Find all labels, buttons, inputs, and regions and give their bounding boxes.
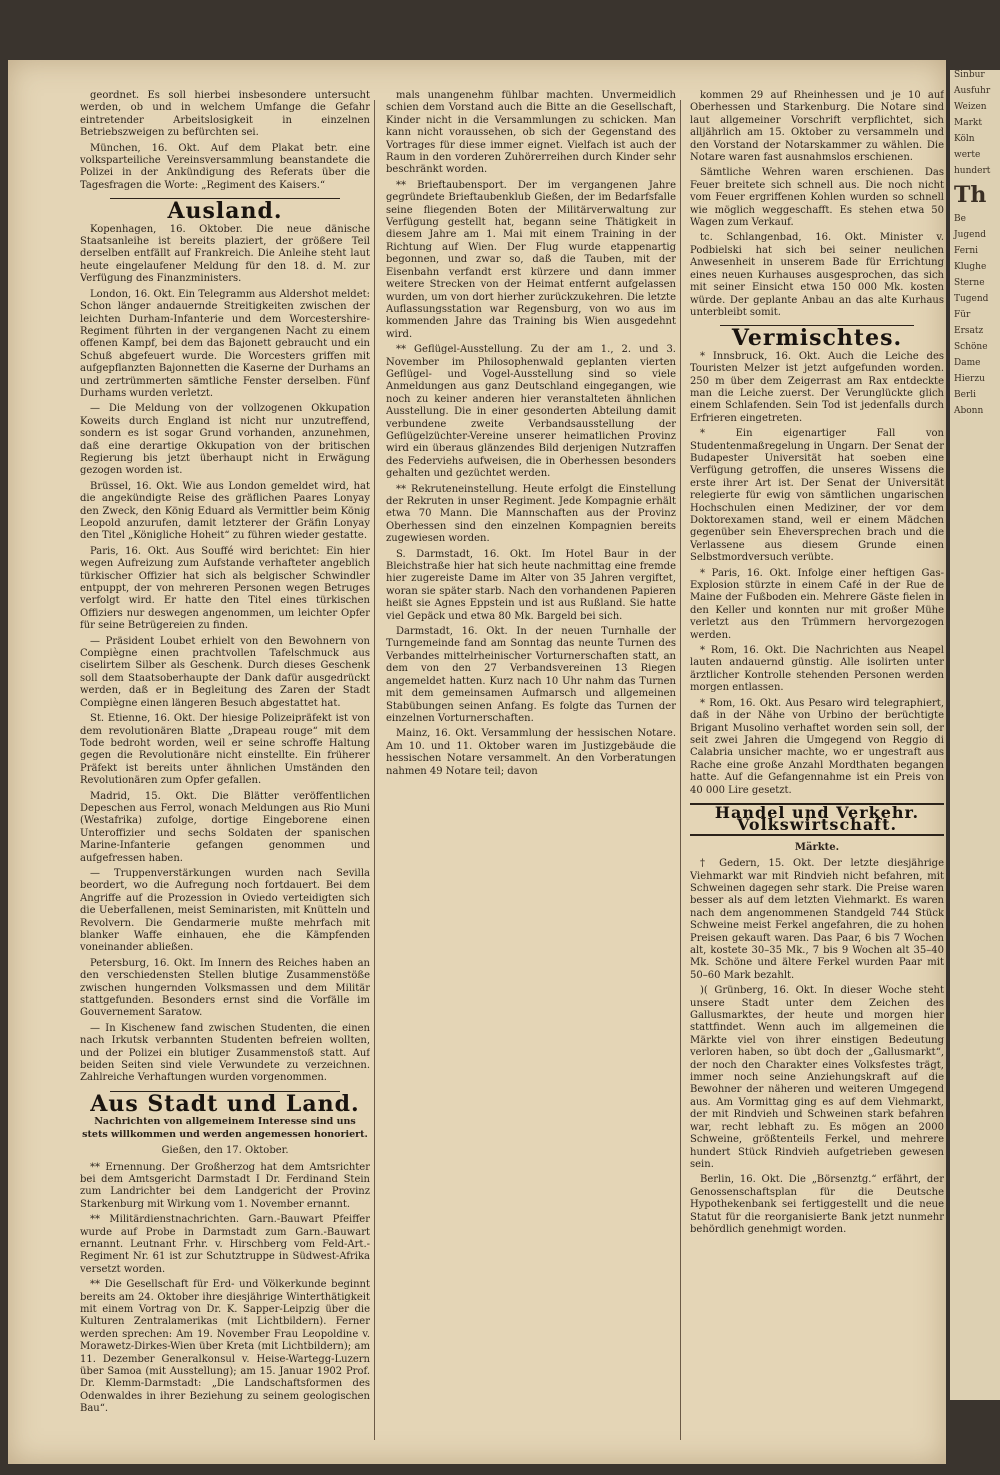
- subheading-maerkte: Märkte.: [794, 841, 840, 853]
- edge-line: Ausfuhr: [954, 86, 991, 96]
- article-mainz: Mainz, 16. Okt. Versammlung der hessischen Notare. Am 10. und 11. Oktober waren im Justizgebäude die hessischen Notare versammelt. An den Vorberatungen nahmen 49 Notare teil; davon: [386, 728, 676, 777]
- edge-line: Markt: [954, 118, 982, 128]
- article-ernennung: ** Ernennung. Der Großherzog hat dem Amtsrichter bei dem Amtsgericht Darmstadt I Dr. Ferdinand Stein zum Landrichter bei dem Landgericht der Provinz Starkenburg mit Wirkung vom 1. November ernannt.: [80, 1161, 370, 1210]
- article-sevilla: — Truppenverstärkungen wurden nach Sevilla beordert, wo die Aufregung noch fortdauert. Bei dem Angriffe auf die Prozession in Oviedo verteidigten sich die Ueberfallenen, meist Seminaristen, mit Knütteln und Revolvern. Die Gendarmerie mußte mehrfach mit blanker Waffe einhauen, ehe die Kämpfenden voneinander abließen.: [80, 867, 370, 954]
- column-2: [386, 90, 676, 1450]
- article-gruenberg: )( Grünberg, 16. Okt. In dieser Woche steht unsere Stadt unter dem Zeichen des Gallusmarktes, der heute und morgen hier stattfindet. Wenn auch im allgemeinen die Märkte viel von ihrer einstigen Bedeutung verloren haben, so übt doch der „Gallusmarkt“, der noch den Charakter eines Volksfestes trägt, immer noch seine Anziehungskraft auf die Bewohner der näheren und weiteren Umgegend aus. Am Vormittag ging es auf dem Viehmarkt, der mit Rindvieh und Schweinen stark befahren war, recht lebhaft zu. Es mögen an 2000 Schweine, größtenteils Ferkel, und mehrere hundert Stück Rindvieh aufgetrieben gewesen sein.: [690, 985, 944, 1170]
- editorial-note: Nachrichten von allgemeinem Interesse sind uns stets willkommen und werden angemessen honoriert.: [82, 1116, 368, 1140]
- article-feuer: Sämtliche Wehren waren erschienen. Das Feuer breitete sich schnell aus. Die noch nicht vom Feuer ergriffenen Kohlen wurden so schnell wie möglich weggeschafft. Es stehen etwa 50 Wagen zum Verkauf.: [690, 167, 944, 229]
- edge-line: Ferni: [954, 246, 979, 256]
- article-paris: Paris, 16. Okt. Aus Souffé wird berichtet: Ein hier wegen Aufreizung zum Aufstande verhafteter angeblich türkischer Offizier hat sich als belgischer Schwindler entpuppt, der von mehreren Personen wegen Betruges verfolgt wird. Er hatte den Titel eines türkischen Offiziers nur deswegen angenommen, um leichter Opfer für seine Betrügereien zu finden.: [80, 545, 370, 632]
- edge-line: Für: [954, 310, 971, 320]
- edge-line: Weizen: [954, 102, 987, 112]
- edge-line: werte: [954, 150, 981, 160]
- article-darmstadt: S. Darmstadt, 16. Okt. Im Hotel Baur in der Bleichstraße hier hat sich heute nachmittag eine fremde hier zugereiste Dame im Alter von 35 Jahren vergiftet, woran sie später starb. Nach den vorhandenen Papieren heißt sie Agnes Eppstein und ist aus Rußland. Sie hatte viel Gepäck und etwa 80 Mk. Bargeld bei sich.: [386, 548, 676, 622]
- edge-line: Tugend: [954, 294, 989, 304]
- section-heading-handel: Handel und Verkehr. Volkswirtschaft.: [690, 803, 944, 836]
- column-rule: [374, 100, 375, 1440]
- article-loubet: — Präsident Loubet erhielt von den Bewohnern von Compiègne einen prachtvollen Tafelschmuck aus ciselirtem Silber als Geschenk. Durch dieses Geschenk soll dem Staatsoberhaupte der Dank dafür ausgedrückt werden, daß er in Begleitung des Zaren der Stadt Compiègne einen längeren Besuch abgestattet hat.: [80, 635, 370, 709]
- article-militaer: ** Militärdienstnachrichten. Garn.-Bauwart Pfeiffer wurde auf Probe in Darmstadt zum Garn.-Bauwart ernannt. Leutnant Frhr. v. Hirschberg vom Feld-Art.-Regiment Nr. 61 ist zur Schutztruppe in Südwest-Afrika versetzt worden.: [80, 1214, 370, 1275]
- edge-line: Dame: [954, 358, 981, 368]
- edge-line: Köln: [954, 134, 975, 144]
- article-london: London, 16. Okt. Ein Telegramm aus Aldershot meldet: Schon länger andauernde Streitigkeiten zwischen der leichten Durham-Infanterie und dem Worcestershire-Regiment führten in der vergangenen Nacht zu einem offenen Kampf, bei dem das Bajonett gebraucht und ein Schuß abgefeuert wurde. Die Worcesters griffen mit aufgepflanzten Bajonnetten die Kaserne der Durhams an und zertrümmerten sämtliche Fenster derselben. Fünf Durhams wurden verletzt.: [80, 288, 370, 399]
- article-text: geordnet. Es soll hierbei insbesondere untersucht werden, ob und in welchem Umfange die Gefahr eintretender Arbeitslosigkeit in einzelnen Betriebszweigen zu befürchten sei.: [80, 90, 370, 139]
- article-ungarn: * Ein eigenartiger Fall von Studentenmaßregelung in Ungarn. Der Senat der Budapester Universität hat soeben eine Verfügung getroffen, die unseres Wissens die erste ihrer Art ist. Der Senat der Universität relegierte für ewig von sämtlichen ungarischen Hochschulen einen Mediziner, der vor dem Doktorexamen stand, weil er einem Mädchen gegenüber sein Eheversprechen brach und die Verlassene aus diesem Grunde einen Selbstmordversuch verübte.: [690, 428, 944, 564]
- article-muenchen: München, 16. Okt. Auf dem Plakat betr. eine volksparteiliche Vereinsversammlung beanstandete die Polizei in der Ankündigung des Referats über die Tagesfragen die Worte: „Regiment des Kaisers.“: [80, 142, 370, 191]
- article-madrid: Madrid, 15. Okt. Die Blätter veröffentlichen Depeschen aus Ferrol, wonach Meldungen aus Rio Muni (Westafrika) zufolge, dortige Eingeborene einen Unteroffizier und sechs Soldaten der spanischen Marine-Infanterie gefangen genommen und aufgefressen haben.: [80, 790, 370, 864]
- article-kischenew: — In Kischenew fand zwischen Studenten, die einen nach Irkutsk verbannten Studenten befreien wollten, und der Polizei ein blutiger Zusammenstoß statt. Auf beiden Seiten sind viele Verwundete zu verzeichnen. Zahlreiche Verhaftungen wurden vorgenommen.: [80, 1022, 370, 1084]
- edge-line: Schöne: [954, 342, 988, 352]
- article-rekruten: ** Rekruteneinstellung. Heute erfolgt die Einstellung der Rekruten in unser Regiment. Jede Kompagnie erhält etwa 70 Mann. Die Mannschaften aus der Provinz Oberhessen sind den einzelnen Kompagnien bereits zugewiesen worden.: [386, 483, 676, 545]
- edge-line: hundert: [954, 166, 991, 176]
- section-heading-stadt-land: Aus Stadt und Land.: [90, 1090, 360, 1117]
- article-rom-2: * Rom, 16. Okt. Aus Pesaro wird telegraphiert, daß in der Nähe von Urbino der berüchtigte Brigant Musolino verhaftet worden sein soll, der seit zwei Jahren die Umgegend von Reggio di Calabria unsicher machte, wo er ungestraft aus Rache eine große Anzahl Mordthaten begangen hatte. Auf die Gefangennahme ist ein Preis von 40 000 Lire gesetzt.: [690, 697, 944, 796]
- article-gefluegel: ** Geflügel-Ausstellung. Zu der am 1., 2. und 3. November im Philosophenwald geplanten vierten Geflügel- und Vogel-Ausstellung sind so viele Anmeldungen aus ganz Deutschland eingegangen, wie noch zu keiner anderen hier veranstalteten ähnlichen Ausstellung. Die in einer gesonderten Abteilung damit verbundene zweite Verbandsausstellung der Geflügelzüchter-Vereine unserer heimatlichen Provinz wird ein überaus glänzendes Bild derjenigen Nutzraffen des Federviehs aufweisen, die in Oberhessen besonders gehalten und gezüchtet werden.: [386, 344, 676, 480]
- article-text: mals unangenehm fühlbar machten. Unvermeidlich schien dem Vorstand auch die Bitte an die Gesellschaft, Kinder nicht in die Versammlungen zu schicken. Man kann nicht voraussehen, ob sich der Gegenstand des Vortrages für diese immer eignet. Vielfach ist auch der Raum in den vorderen Zuhörerreihen durch Kinder sehr beschränkt worden.: [386, 90, 676, 176]
- article-rom: * Rom, 16. Okt. Die Nachrichten aus Neapel lauten andauernd günstig. Alle isolirten unter ärztlicher Kontrolle stehenden Personen werden morgen entlassen.: [690, 645, 944, 694]
- article-erdkunde: ** Die Gesellschaft für Erd- und Völkerkunde beginnt bereits am 24. Oktober ihre diesjährige Winterthätigkeit mit einem Vortrag von Dr. K. Sapper-Leipzig über die Kulturen Zentralamerikas (mit Lichtbildern). Ferner werden sprechen: Am 19. November Frau Leopoldine v. Morawetz-Dirkes-Wien über Kreta (mit Lichtbildern); am 11. Dezember Generalkonsul v. Heise-Wartegg-Luzern über Samoa (mit Ausstellung); am 15. Januar 1902 Prof. Dr. Klemm-Darmstadt: „Die Landschaftsformen des Odenwaldes in ihrer Beziehung zu seinem geologischen Bau“.: [80, 1279, 370, 1415]
- edge-line: Hierzu: [954, 374, 985, 384]
- article-turnen: Darmstadt, 16. Okt. In der neuen Turnhalle der Turngemeinde fand am Sonntag das neunte Turnen des Verbandes mittelrheinischer Vorturnerschaften statt, an dem von den 27 Verbandsvereinen 13 Riegen angemeldet hatten. Kurz nach 10 Uhr nahm das Turnen mit dem gemeinsamen Aufmarsch und allgemeinen Stabübungen seinen Anfang. Es folgte das Turnen der einzelnen Vorturnerschaften.: [386, 626, 676, 724]
- article-petersburg: Petersburg, 16. Okt. Im Innern des Reiches haben an den verschiedensten Stellen blutige Zusammenstöße zwischen hungernden Volksmassen und dem Militär stattgefunden. Besonders ernst sind die Vorfälle im Gouvernement Saratow.: [80, 957, 370, 1019]
- article-text: kommen 29 auf Rheinhessen und je 10 auf Oberhessen und Starkenburg. Die Notare sind laut allgemeiner Vorschrift verpflichtet, sich alljährlich am 15. Oktober zu versammeln und den Vorstand der Notarskammer zu wählen. Die Notare waren fast ausnahmslos erschienen.: [690, 90, 944, 164]
- article-koweit: — Die Meldung von der vollzogenen Okkupation Koweits durch England ist nicht nur unzutreffend, sondern es ist sogar Grund vorhanden, anzunehmen, daß eine derartige Okkupation von der britischen Regierung bis jetzt überhaupt nicht in Erwägung gezogen worden ist.: [80, 403, 370, 477]
- section-heading-ausland: Ausland.: [167, 198, 283, 225]
- edge-line: Ersatz: [954, 326, 984, 336]
- edge-line: Sterne: [954, 278, 985, 288]
- article-brieftauben: ** Brieftaubensport. Der im vergangenen Jahre gegründete Brieftaubenklub Gießen, der im Bedarfsfalle seine fliegenden Boten der Militärverwaltung zur Verfügung gestellt hat, begann seine Thätigkeit in diesem Jahre am 1. Mai mit einem Training in der Richtung auf Wien. Der Flug wurde etappenartig begonnen, und zwar so, daß die Tauben, mit der Eisenbahn verfandt erst kürzere und dann immer weitere Strecken von der Heimat entfernt aufgelassen wurden, um von dort hierher zurückzukehren. Die letzte Auflassungsstation war Regensburg, von wo aus im kommenden Jahre das Training bis Wien ausgedehnt wird.: [386, 179, 676, 340]
- edge-line: Th: [954, 182, 987, 208]
- column-3: [690, 90, 944, 1450]
- adjacent-page-strip: [950, 70, 1000, 1400]
- article-etienne: St. Etienne, 16. Okt. Der hiesige Polizeipräfekt ist von dem revolutionären Blatte „Drapeau rouge“ mit dem Tode bedroht worden, weil er seine schroffe Haltung gegen die Revolutionäre nicht einstellte. Ein früherer Präfekt ist bereits unter ähnlichen Umständen den Revolutionären zum Opfer gefallen.: [80, 713, 370, 787]
- article-berlin: Berlin, 16. Okt. Die „Börsenztg.“ erfährt, der Genossenschaftsplan für die Deutsche Hypothekenbank sei fertiggestellt und die neue Statut für die reorganisierte Bank jetzt nunmehr behördlich genehmigt worden.: [690, 1174, 944, 1235]
- column-rule: [680, 100, 681, 1440]
- newspaper-page: [8, 60, 946, 1464]
- edge-line: Jugend: [954, 230, 987, 240]
- edge-line: Abonn: [954, 406, 984, 416]
- dateline: Gießen, den 17. Oktober.: [161, 1145, 289, 1157]
- article-innsbruck: * Innsbruck, 16. Okt. Auch die Leiche des Touristen Melzer ist jetzt aufgefunden worden. 250 m über dem Zeigerrast am Rax entdeckte man die Leiche zuerst. Der Verunglückte glich einem Schlafenden. Sein Tod ist jedenfalls durch Erfrieren eingetreten.: [690, 350, 944, 424]
- edge-line: Berli: [954, 390, 976, 400]
- edge-line: Klughe: [954, 262, 987, 272]
- article-schlangenbad: tc. Schlangenbad, 16. Okt. Minister v. Podbielski hat sich bei seiner neulichen Anwesenheit in unserem Bade für Errichtung eines neuen Kurhauses ausgesprochen, das sich mit seiner Einsicht etwa 150 000 Mk. kosten würde. Der geplante Anbau an das alte Kurhaus unterbleibt somit.: [690, 232, 944, 318]
- column-1: [80, 90, 370, 1450]
- edge-line: Be: [954, 214, 966, 224]
- article-paris: * Paris, 16. Okt. Infolge einer heftigen Gas-Explosion stürzte in einem Café in der Rue de Maine der Fußboden ein. Mehrere Gäste fielen in den Keller und konnten nur mit großer Mühe verletzt aus den Trümmern hervorgezogen werden.: [690, 567, 944, 641]
- article-kopenhagen: Kopenhagen, 16. Oktober. Die neue dänische Staatsanleihe ist bereits plaziert, der größere Teil derselben entfällt auf Frankreich. Die Anleihe steht laut heute eingelaufener Meldung für den 18. d. M. zur Verfügung des Finanzministers.: [80, 223, 370, 285]
- article-gedern: † Gedern, 15. Okt. Der letzte diesjährige Viehmarkt war mit Rindvieh nicht befahren, mit Schweinen dagegen sehr stark. Die Preise waren besser als auf dem letzten Viehmarkt. Es waren nach dem angenommenen Standgeld 744 Stück Schweine meist Ferkel angefahren, die zu hohen Preisen gekauft waren. Das Paar, 6 bis 7 Wochen alt, kostete 30–35 Mk., 7 bis 9 Wochen alt 35–40 Mk. Schöne und ältere Ferkel wurden Paar mit 50–60 Mark bezahlt.: [690, 858, 944, 981]
- edge-line: Sinbur: [954, 70, 985, 80]
- article-bruessel: Brüssel, 16. Okt. Wie aus London gemeldet wird, hat die angekündigte Reise des gräflichen Paares Lonyay den Zweck, den König Eduard als Vermittler beim König Leopold anzurufen, damit letzterer der Gräfin Lonyay den Titel „Königliche Hoheit“ zu führen wieder gestatte.: [80, 480, 370, 542]
- section-heading-vermischtes: Vermischtes.: [731, 325, 903, 352]
